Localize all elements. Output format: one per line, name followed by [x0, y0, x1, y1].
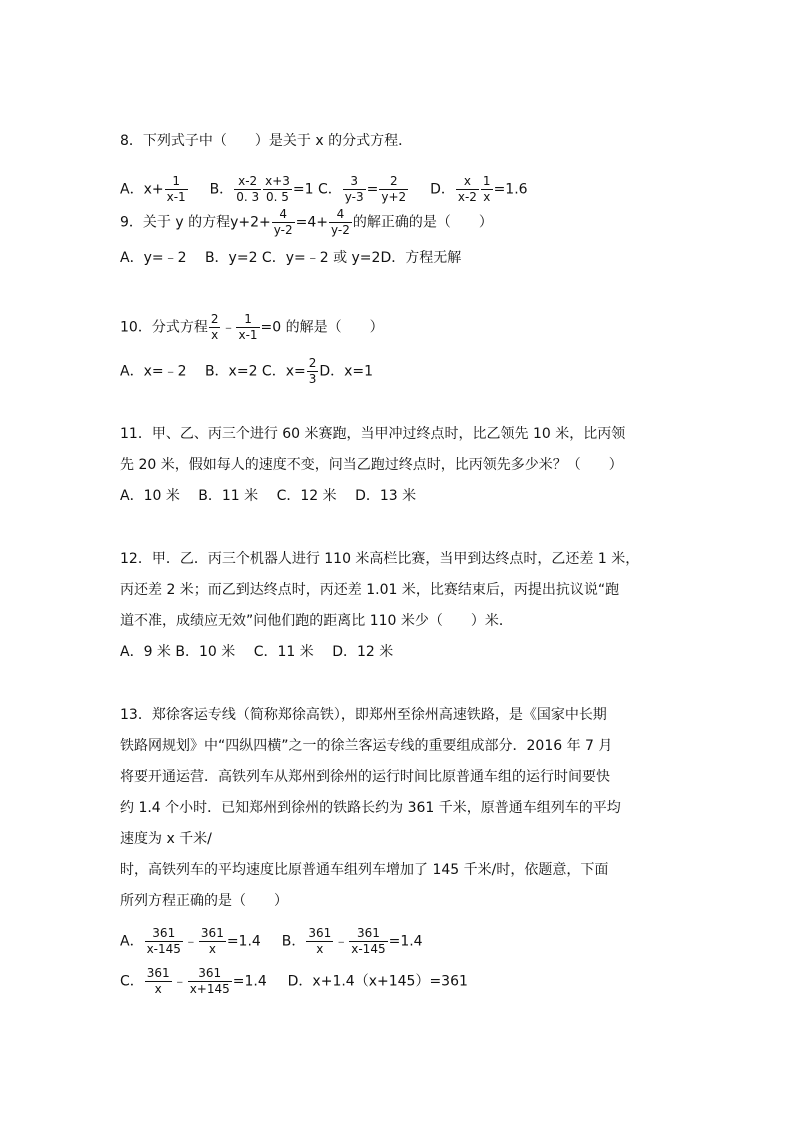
q12-line-2: 丙还差 2 米；而乙到达终点时，丙还差 1.01 米，比赛结束后，丙提出抗议说“跑: [120, 582, 620, 598]
q13-line-5: 速度为 x 千米/: [120, 831, 212, 847]
q13-line-2: 铁路网规划》中“四纵四横”之一的徐兰客运专线的重要组成部分．2016 年 7 月: [120, 738, 613, 754]
q13-line-1: 13．郑徐客运专线（简称郑徐高铁），即郑州至徐州高速铁路，是《国家中长期: [120, 707, 607, 723]
q10-options-prefix: A．x=﹣2 B．x=2 C．x=: [120, 363, 306, 380]
q10-fraction-2: $\frac{1}{x-1}$: [238, 312, 258, 342]
q9-equation-left: y+2+: [230, 214, 271, 231]
q10-stem-suffix: =0 的解是（ ）: [260, 319, 384, 336]
q8-option-d-tail: =1.6: [493, 181, 528, 198]
q8-option-b-tail: =1: [292, 181, 314, 198]
q13-option-a-fraction-1: $\frac{361}{x-145}$: [146, 926, 181, 956]
q9-equation-right: =4+: [295, 214, 328, 231]
q13-line-7: 所列方程正确的是（ ）: [120, 893, 288, 909]
q8-option-b-label: B．: [209, 181, 234, 198]
q9-stem: [120, 207, 493, 237]
q10-minus: ﹣: [221, 319, 236, 336]
q8-option-d-label: D．: [430, 181, 455, 198]
q13-option-a-minus: ﹣: [183, 933, 198, 950]
q9-stem-prefix: 9．关于 y 的方程: [120, 214, 231, 231]
q13-option-b-minus: ﹣: [334, 933, 349, 950]
q8-option-c-fraction-1: $\frac{3}{y-3}$: [344, 174, 364, 204]
q10-options: [120, 356, 374, 386]
q13-option-a-fraction-2: $\frac{361}{x}$: [200, 926, 224, 956]
q13-option-c-minus: ﹣: [172, 973, 187, 990]
q10-stem: [120, 312, 384, 342]
q12-line-1: 12．甲．乙．丙三个机器人进行 110 米高栏比赛，当甲到达终点时，乙还差 1 米，: [120, 551, 640, 567]
q13-option-c-fraction-1: $\frac{361}{x}$: [146, 966, 170, 996]
q8-option-c-equals: =: [366, 181, 379, 198]
q13-line-4: 约 1.4 个小时．已知郑州到徐州的铁路长约为 361 千米，原普通车组列车的平均: [120, 800, 621, 816]
q13-option-c-tail: =1.4: [232, 973, 267, 990]
q8-options: [120, 174, 528, 204]
q13-option-a-label: A．: [120, 933, 144, 950]
q8-option-a-fraction: $\frac{1}{x-1}$: [166, 174, 186, 204]
q9-options: A．y=﹣2 B．y=2 C．y=﹣2 或 y=2D．方程无解: [120, 250, 462, 266]
q13-option-b-label: B．: [281, 933, 306, 950]
q8-option-c-label: C．: [317, 181, 342, 198]
q13-option-b-fraction-2: $\frac{361}{x-145}$: [351, 926, 386, 956]
q12-options: A．9 米 B．10 米 C．11 米 D．12 米: [120, 644, 394, 660]
q11-line-1: 11．甲、乙、丙三个进行 60 米赛跑，当甲冲过终点时，比乙领先 10 米，比丙领: [120, 426, 626, 442]
q13-option-c-label: C．: [120, 973, 144, 990]
q13-option-b-fraction-1: $\frac{361}{x}$: [308, 926, 332, 956]
q11-options: A．10 米 B．11 米 C．12 米 D．13 米: [120, 488, 417, 504]
q10-option-c-fraction: $\frac{2}{3}$: [308, 356, 317, 386]
q9-stem-suffix: 的解正确的是（ ）: [352, 214, 493, 231]
q8-option-a-label: A．x+: [120, 181, 164, 198]
q13-line-3: 将要开通运营．高铁列车从郑州到徐州的运行时间比原普通车组的运行时间要快: [120, 769, 610, 785]
q11-line-2: 先 20 米，假如每人的速度不变，问当乙跑过终点时，比丙领先多少米？（ ）: [120, 457, 623, 473]
q9-fraction-1: $\frac{4}{y-2}$: [273, 207, 293, 237]
q12-line-3: 道不准，成绩应无效”问他们跑的距离比 110 米少（ ）米．: [120, 613, 513, 629]
q10-fraction-1: $\frac{2}{x}$: [210, 312, 219, 342]
q13-option-c-fraction-2: $\frac{361}{x+145}$: [189, 966, 230, 996]
q13-options-cd: [120, 966, 468, 996]
q8-option-b-fraction-1: $\frac{x-2}{0. 3}$: [236, 174, 260, 204]
q9-fraction-2: $\frac{4}{y-2}$: [330, 207, 350, 237]
q13-options-ab: [120, 926, 423, 956]
q13-option-b-tail: =1.4: [388, 933, 423, 950]
q8-stem: 8．下列式子中（ ）是关于 x 的分式方程．: [120, 133, 413, 149]
q8-option-c-fraction-2: $\frac{2}{y+2}$: [381, 174, 407, 204]
q10-options-suffix: D．x=1: [319, 363, 374, 380]
q8-option-d-fraction-2: $\frac{1}{x}$: [482, 174, 491, 204]
q13-option-a-tail: =1.4: [226, 933, 261, 950]
q8-option-b-fraction-2: $\frac{x+3}{0. 5}$: [265, 174, 290, 204]
q13-line-6: 时，高铁列车的平均速度比原普通车组列车增加了 145 千米/时，依题意，下面: [120, 862, 609, 878]
q8-option-d-fraction-1: $\frac{x}{x-2}$: [457, 174, 477, 204]
q13-option-d: D．x+1.4（x+145）=361: [287, 973, 468, 990]
q10-stem-prefix: 10．分式方程: [120, 319, 208, 336]
